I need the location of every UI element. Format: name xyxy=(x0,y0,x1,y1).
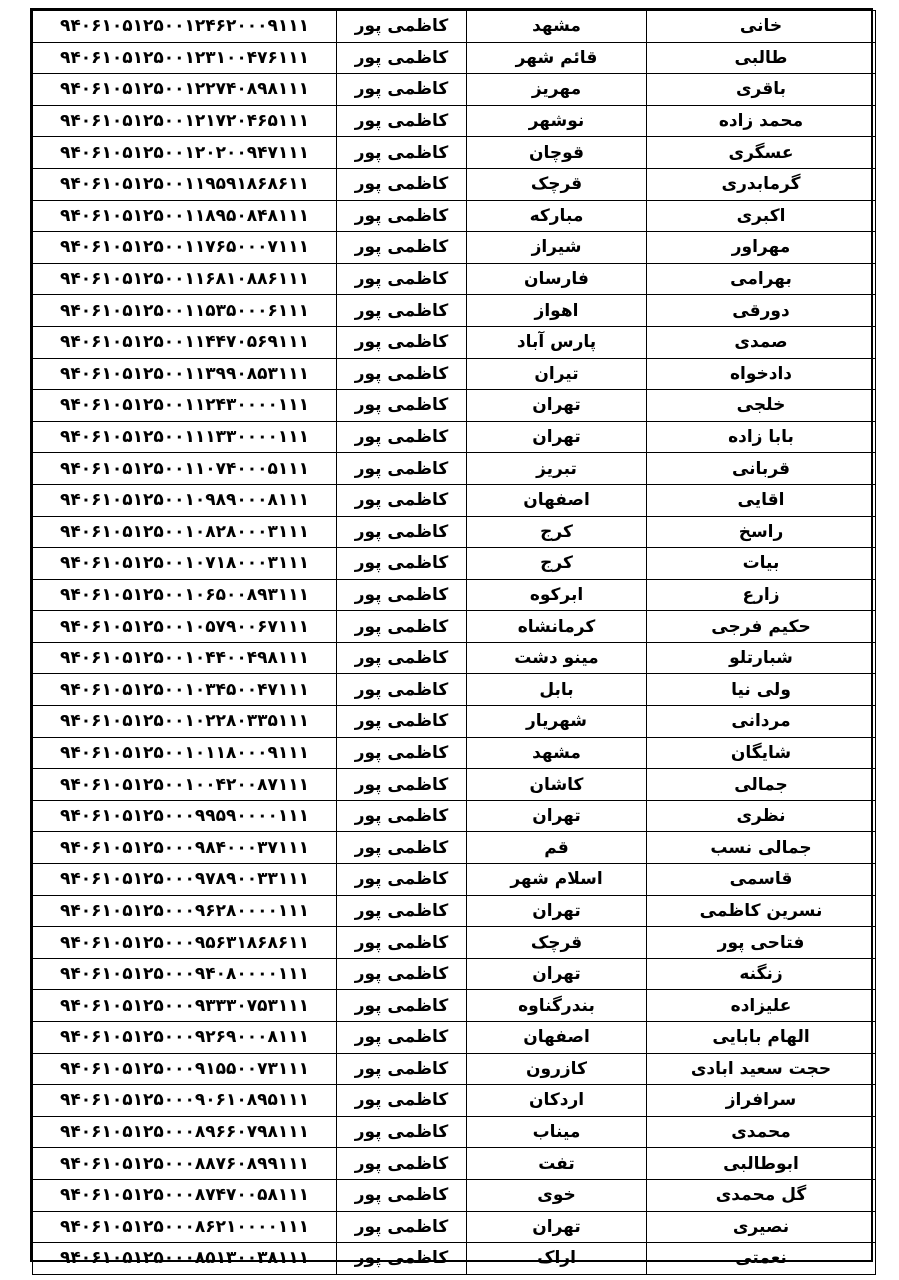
name-cell: زارع xyxy=(647,579,876,611)
code-cell: ۹۴۰۶۱۰۵۱۲۵۰۰۱۱۹۵۹۱۸۶۸۶۱۱ xyxy=(33,168,337,200)
table-row xyxy=(33,548,876,580)
rep-cell: کاظمی پور xyxy=(337,137,467,169)
code-cell: ۹۴۰۶۱۰۵۱۲۵۰۰۰۹۹۵۹۰۰۰۰۱۱۱ xyxy=(33,800,337,832)
table-row xyxy=(33,1085,876,1117)
rep-cell: کاظمی پور xyxy=(337,611,467,643)
rep-cell: کاظمی پور xyxy=(337,200,467,232)
code-cell: ۹۴۰۶۱۰۵۱۲۵۰۰۱۲۴۶۲۰۰۰۹۱۱۱ xyxy=(33,11,337,43)
name-cell: علیزاده xyxy=(647,990,876,1022)
city-cell: تهران xyxy=(467,1211,647,1243)
rep-cell: کاظمی پور xyxy=(337,484,467,516)
table-row xyxy=(33,1211,876,1243)
name-cell: دورقی xyxy=(647,295,876,327)
code-cell: ۹۴۰۶۱۰۵۱۲۵۰۰۰۸۷۴۷۰۰۵۸۱۱۱ xyxy=(33,1179,337,1211)
city-cell: ابرکوه xyxy=(467,579,647,611)
name-cell: جمالی نسب xyxy=(647,832,876,864)
code-cell: ۹۴۰۶۱۰۵۱۲۵۰۰۰۹۳۳۳۰۷۵۳۱۱۱ xyxy=(33,990,337,1022)
name-cell: ولی نیا xyxy=(647,674,876,706)
table-row xyxy=(33,800,876,832)
city-cell: اصفهان xyxy=(467,484,647,516)
table-row xyxy=(33,295,876,327)
ledger-body xyxy=(33,11,876,1275)
code-cell: ۹۴۰۶۱۰۵۱۲۵۰۰۱۲۲۷۴۰۸۹۸۱۱۱ xyxy=(33,74,337,106)
code-cell: ۹۴۰۶۱۰۵۱۲۵۰۰۰۸۹۶۶۰۷۹۸۱۱۱ xyxy=(33,1116,337,1148)
rep-cell: کاظمی پور xyxy=(337,295,467,327)
name-cell: نعمتی xyxy=(647,1243,876,1275)
city-cell: شهریار xyxy=(467,706,647,738)
city-cell: تهران xyxy=(467,421,647,453)
city-cell: تهران xyxy=(467,800,647,832)
city-cell: تفت xyxy=(467,1148,647,1180)
name-cell: نظری xyxy=(647,800,876,832)
city-cell: کاشان xyxy=(467,769,647,801)
table-row xyxy=(33,642,876,674)
city-cell: قرچک xyxy=(467,927,647,959)
rep-cell: کاظمی پور xyxy=(337,11,467,43)
table-row xyxy=(33,232,876,264)
name-cell: ابوطالبی xyxy=(647,1148,876,1180)
rep-cell: کاظمی پور xyxy=(337,990,467,1022)
rep-cell: کاظمی پور xyxy=(337,1053,467,1085)
rep-cell: کاظمی پور xyxy=(337,642,467,674)
table-row xyxy=(33,832,876,864)
city-cell: کرمانشاه xyxy=(467,611,647,643)
table-row xyxy=(33,706,876,738)
code-cell: ۹۴۰۶۱۰۵۱۲۵۰۰۱۱۸۹۵۰۸۴۸۱۱۱ xyxy=(33,200,337,232)
name-cell: سرافراز xyxy=(647,1085,876,1117)
city-cell: اهواز xyxy=(467,295,647,327)
table-row xyxy=(33,358,876,390)
rep-cell: کاظمی پور xyxy=(337,1211,467,1243)
name-cell: گرمابدری xyxy=(647,168,876,200)
ledger-table xyxy=(32,10,876,1275)
city-cell: تهران xyxy=(467,390,647,422)
city-cell: مشهد xyxy=(467,737,647,769)
name-cell: بابا زاده xyxy=(647,421,876,453)
rep-cell: کاظمی پور xyxy=(337,326,467,358)
table-row xyxy=(33,927,876,959)
table-row xyxy=(33,11,876,43)
code-cell: ۹۴۰۶۱۰۵۱۲۵۰۰۱۰۰۴۲۰۰۸۷۱۱۱ xyxy=(33,769,337,801)
name-cell: اقایی xyxy=(647,484,876,516)
city-cell: میناب xyxy=(467,1116,647,1148)
code-cell: ۹۴۰۶۱۰۵۱۲۵۰۰۱۰۵۷۹۰۰۶۷۱۱۱ xyxy=(33,611,337,643)
name-cell: باقری xyxy=(647,74,876,106)
table-row xyxy=(33,1116,876,1148)
rep-cell: کاظمی پور xyxy=(337,390,467,422)
table-row xyxy=(33,326,876,358)
table-row xyxy=(33,895,876,927)
table-row xyxy=(33,1243,876,1275)
city-cell: کرج xyxy=(467,516,647,548)
rep-cell: کاظمی پور xyxy=(337,548,467,580)
code-cell: ۹۴۰۶۱۰۵۱۲۵۰۰۰۹۱۵۵۰۰۷۳۱۱۱ xyxy=(33,1053,337,1085)
name-cell: قاسمی xyxy=(647,864,876,896)
name-cell: حکیم فرجی xyxy=(647,611,876,643)
rep-cell: کاظمی پور xyxy=(337,105,467,137)
city-cell: تبریز xyxy=(467,453,647,485)
table-row xyxy=(33,453,876,485)
table-row xyxy=(33,737,876,769)
rep-cell: کاظمی پور xyxy=(337,421,467,453)
city-cell: کازرون xyxy=(467,1053,647,1085)
table-row xyxy=(33,421,876,453)
name-cell: دادخواه xyxy=(647,358,876,390)
code-cell: ۹۴۰۶۱۰۵۱۲۵۰۰۰۹۰۶۱۰۸۹۵۱۱۱ xyxy=(33,1085,337,1117)
name-cell: محمد زاده xyxy=(647,105,876,137)
table-row xyxy=(33,105,876,137)
table-row xyxy=(33,42,876,74)
code-cell: ۹۴۰۶۱۰۵۱۲۵۰۰۱۱۲۴۳۰۰۰۰۱۱۱ xyxy=(33,390,337,422)
rep-cell: کاظمی پور xyxy=(337,1116,467,1148)
code-cell: ۹۴۰۶۱۰۵۱۲۵۰۰۱۰۹۸۹۰۰۰۸۱۱۱ xyxy=(33,484,337,516)
code-cell: ۹۴۰۶۱۰۵۱۲۵۰۰۱۰۱۱۸۰۰۰۹۱۱۱ xyxy=(33,737,337,769)
city-cell: نوشهر xyxy=(467,105,647,137)
name-cell: قربانی xyxy=(647,453,876,485)
table-row xyxy=(33,200,876,232)
table-row xyxy=(33,74,876,106)
code-cell: ۹۴۰۶۱۰۵۱۲۵۰۰۰۹۷۸۹۰۰۳۳۱۱۱ xyxy=(33,864,337,896)
table-row xyxy=(33,390,876,422)
name-cell: نصیری xyxy=(647,1211,876,1243)
city-cell: اسلام شهر xyxy=(467,864,647,896)
city-cell: مبارکه xyxy=(467,200,647,232)
name-cell: بیات xyxy=(647,548,876,580)
name-cell: جمالی xyxy=(647,769,876,801)
rep-cell: کاظمی پور xyxy=(337,737,467,769)
rep-cell: کاظمی پور xyxy=(337,769,467,801)
city-cell: قائم شهر xyxy=(467,42,647,74)
table-row xyxy=(33,263,876,295)
city-cell: فارسان xyxy=(467,263,647,295)
city-cell: قم xyxy=(467,832,647,864)
rep-cell: کاظمی پور xyxy=(337,358,467,390)
table-row xyxy=(33,958,876,990)
table-row xyxy=(33,611,876,643)
name-cell: مهراور xyxy=(647,232,876,264)
table-row xyxy=(33,1179,876,1211)
table-row xyxy=(33,516,876,548)
code-cell: ۹۴۰۶۱۰۵۱۲۵۰۰۱۰۸۲۸۰۰۰۳۱۱۱ xyxy=(33,516,337,548)
code-cell: ۹۴۰۶۱۰۵۱۲۵۰۰۰۹۵۶۳۱۸۶۸۶۱۱ xyxy=(33,927,337,959)
code-cell: ۹۴۰۶۱۰۵۱۲۵۰۰۰۸۶۲۱۰۰۰۰۱۱۱ xyxy=(33,1211,337,1243)
code-cell: ۹۴۰۶۱۰۵۱۲۵۰۰۱۱۱۳۳۰۰۰۰۱۱۱ xyxy=(33,421,337,453)
city-cell: کرج xyxy=(467,548,647,580)
city-cell: مشهد xyxy=(467,11,647,43)
city-cell: مهریز xyxy=(467,74,647,106)
city-cell: مینو دشت xyxy=(467,642,647,674)
rep-cell: کاظمی پور xyxy=(337,1243,467,1275)
table-row xyxy=(33,769,876,801)
table-row xyxy=(33,168,876,200)
table-row xyxy=(33,484,876,516)
code-cell: ۹۴۰۶۱۰۵۱۲۵۰۰۱۲۳۱۰۰۴۷۶۱۱۱ xyxy=(33,42,337,74)
rep-cell: کاظمی پور xyxy=(337,832,467,864)
code-cell: ۹۴۰۶۱۰۵۱۲۵۰۰۱۱۳۹۹۰۸۵۳۱۱۱ xyxy=(33,358,337,390)
code-cell: ۹۴۰۶۱۰۵۱۲۵۰۰۰۸۸۷۶۰۸۹۹۱۱۱ xyxy=(33,1148,337,1180)
city-cell: قوچان xyxy=(467,137,647,169)
rep-cell: کاظمی پور xyxy=(337,1022,467,1054)
rep-cell: کاظمی پور xyxy=(337,864,467,896)
rep-cell: کاظمی پور xyxy=(337,168,467,200)
rep-cell: کاظمی پور xyxy=(337,1179,467,1211)
code-cell: ۹۴۰۶۱۰۵۱۲۵۰۰۱۲۱۷۲۰۴۶۵۱۱۱ xyxy=(33,105,337,137)
city-cell: قرچک xyxy=(467,168,647,200)
city-cell: اصفهان xyxy=(467,1022,647,1054)
name-cell: طالبی xyxy=(647,42,876,74)
name-cell: شبارتلو xyxy=(647,642,876,674)
rep-cell: کاظمی پور xyxy=(337,706,467,738)
rep-cell: کاظمی پور xyxy=(337,42,467,74)
name-cell: زنگنه xyxy=(647,958,876,990)
city-cell: پارس آباد xyxy=(467,326,647,358)
city-cell: تهران xyxy=(467,895,647,927)
city-cell: شیراز xyxy=(467,232,647,264)
name-cell: نسرین کاظمی xyxy=(647,895,876,927)
table-row xyxy=(33,674,876,706)
city-cell: اراک xyxy=(467,1243,647,1275)
code-cell: ۹۴۰۶۱۰۵۱۲۵۰۰۱۱۶۸۱۰۸۸۶۱۱۱ xyxy=(33,263,337,295)
name-cell: عسگری xyxy=(647,137,876,169)
code-cell: ۹۴۰۶۱۰۵۱۲۵۰۰۱۰۷۱۸۰۰۰۳۱۱۱ xyxy=(33,548,337,580)
code-cell: ۹۴۰۶۱۰۵۱۲۵۰۰۰۹۸۴۰۰۰۳۷۱۱۱ xyxy=(33,832,337,864)
rep-cell: کاظمی پور xyxy=(337,579,467,611)
code-cell: ۹۴۰۶۱۰۵۱۲۵۰۰۰۸۵۱۳۰۰۳۸۱۱۱ xyxy=(33,1243,337,1275)
rep-cell: کاظمی پور xyxy=(337,927,467,959)
rep-cell: کاظمی پور xyxy=(337,800,467,832)
table-row xyxy=(33,137,876,169)
code-cell: ۹۴۰۶۱۰۵۱۲۵۰۰۱۰۳۴۵۰۰۴۷۱۱۱ xyxy=(33,674,337,706)
city-cell: اردکان xyxy=(467,1085,647,1117)
city-cell: تهران xyxy=(467,958,647,990)
code-cell: ۹۴۰۶۱۰۵۱۲۵۰۰۱۱۰۷۴۰۰۰۵۱۱۱ xyxy=(33,453,337,485)
rep-cell: کاظمی پور xyxy=(337,1085,467,1117)
code-cell: ۹۴۰۶۱۰۵۱۲۵۰۰۰۹۶۲۸۰۰۰۰۱۱۱ xyxy=(33,895,337,927)
table-row xyxy=(33,579,876,611)
name-cell: صمدی xyxy=(647,326,876,358)
city-cell: خوی xyxy=(467,1179,647,1211)
city-cell: تیران xyxy=(467,358,647,390)
name-cell: گل محمدی xyxy=(647,1179,876,1211)
table-row xyxy=(33,864,876,896)
city-cell: بابل xyxy=(467,674,647,706)
name-cell: مردانی xyxy=(647,706,876,738)
city-cell: بندرگناوه xyxy=(467,990,647,1022)
rep-cell: کاظمی پور xyxy=(337,74,467,106)
rep-cell: کاظمی پور xyxy=(337,453,467,485)
name-cell: بهرامی xyxy=(647,263,876,295)
ledger-sheet xyxy=(30,8,873,1269)
name-cell: شایگان xyxy=(647,737,876,769)
name-cell: راسخ xyxy=(647,516,876,548)
code-cell: ۹۴۰۶۱۰۵۱۲۵۰۰۱۱۷۶۵۰۰۰۷۱۱۱ xyxy=(33,232,337,264)
rep-cell: کاظمی پور xyxy=(337,895,467,927)
code-cell: ۹۴۰۶۱۰۵۱۲۵۰۰۰۹۴۰۸۰۰۰۰۱۱۱ xyxy=(33,958,337,990)
rep-cell: کاظمی پور xyxy=(337,232,467,264)
name-cell: اکبری xyxy=(647,200,876,232)
name-cell: خانی xyxy=(647,11,876,43)
code-cell: ۹۴۰۶۱۰۵۱۲۵۰۰۱۱۵۳۵۰۰۰۶۱۱۱ xyxy=(33,295,337,327)
code-cell: ۹۴۰۶۱۰۵۱۲۵۰۰۱۰۶۵۰۰۸۹۳۱۱۱ xyxy=(33,579,337,611)
rep-cell: کاظمی پور xyxy=(337,516,467,548)
name-cell: حجت سعید ابادی xyxy=(647,1053,876,1085)
code-cell: ۹۴۰۶۱۰۵۱۲۵۰۰۱۰۴۴۰۰۴۹۸۱۱۱ xyxy=(33,642,337,674)
table-row xyxy=(33,1053,876,1085)
table-row xyxy=(33,1148,876,1180)
rep-cell: کاظمی پور xyxy=(337,1148,467,1180)
rep-cell: کاظمی پور xyxy=(337,674,467,706)
name-cell: خلجی xyxy=(647,390,876,422)
code-cell: ۹۴۰۶۱۰۵۱۲۵۰۰۱۲۰۲۰۰۹۴۷۱۱۱ xyxy=(33,137,337,169)
code-cell: ۹۴۰۶۱۰۵۱۲۵۰۰۱۰۲۲۸۰۳۳۵۱۱۱ xyxy=(33,706,337,738)
code-cell: ۹۴۰۶۱۰۵۱۲۵۰۰۰۹۲۶۹۰۰۰۸۱۱۱ xyxy=(33,1022,337,1054)
name-cell: محمدی xyxy=(647,1116,876,1148)
name-cell: الهام بابایی xyxy=(647,1022,876,1054)
name-cell: فتاحی پور xyxy=(647,927,876,959)
table-row xyxy=(33,990,876,1022)
code-cell: ۹۴۰۶۱۰۵۱۲۵۰۰۱۱۴۴۷۰۵۶۹۱۱۱ xyxy=(33,326,337,358)
table-row xyxy=(33,1022,876,1054)
rep-cell: کاظمی پور xyxy=(337,263,467,295)
rep-cell: کاظمی پور xyxy=(337,958,467,990)
